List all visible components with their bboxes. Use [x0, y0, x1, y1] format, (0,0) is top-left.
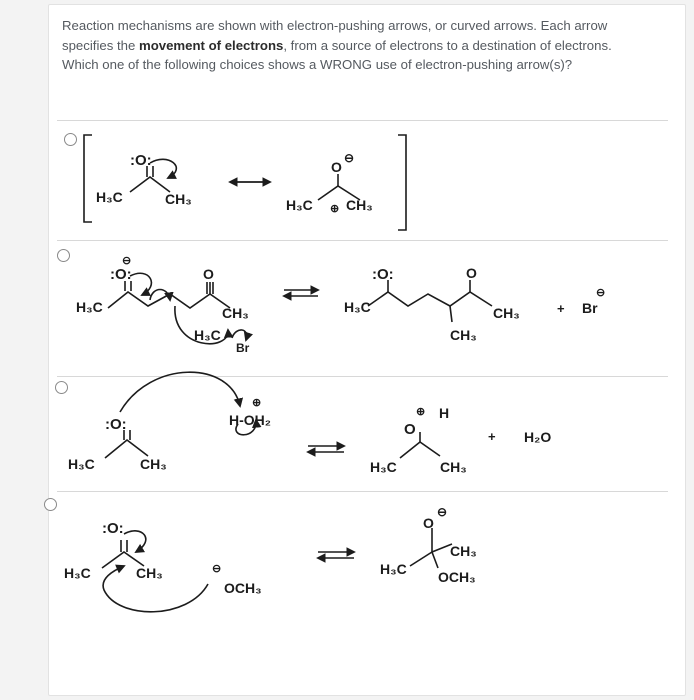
- lone-pair-oxygen: :O:: [102, 520, 124, 537]
- oxygen-label: O: [331, 159, 342, 175]
- negative-charge: ⊖: [437, 505, 448, 519]
- negative-charge: ⊖: [212, 563, 222, 575]
- question-text-start: Reaction mechanisms are shown with electron-pushing arrows, or curved arrows. Each arrow specifies the: [62, 18, 608, 53]
- plus-sign: +: [488, 429, 496, 444]
- option-b[interactable]: [57, 241, 668, 375]
- positive-charge: ⊕: [416, 406, 426, 418]
- plus-sign: +: [557, 301, 565, 316]
- option-c[interactable]: [57, 377, 668, 490]
- question-text-end: , from a source of electrons to a destination of electrons. Which one of the following choices shows a WRONG use of electron-pushing arrow(s)?: [62, 37, 612, 72]
- lone-pair-oxygen: :O:: [130, 152, 152, 169]
- option-c-radio[interactable]: [55, 381, 68, 394]
- methyl-label: CH₃: [140, 456, 167, 472]
- oxygen-label: O: [203, 266, 214, 282]
- question-text: [62, 16, 642, 75]
- positive-charge: ⊕: [252, 397, 262, 409]
- lone-pair-oxygen: :O:: [110, 266, 132, 283]
- lone-pair-oxygen: O: [404, 421, 416, 438]
- methyl-label: CH₃: [222, 305, 249, 321]
- methyl-label: H₃C: [286, 197, 313, 213]
- negative-charge: ⊖: [344, 151, 355, 165]
- methyl-label: CH₃: [450, 543, 477, 559]
- methyl-label: H₃C: [380, 561, 407, 577]
- bromide-label: Br: [582, 300, 598, 316]
- methyl-label: H₃C: [76, 299, 103, 315]
- hydrogen-label: H: [439, 405, 450, 421]
- methyl-label: CH₃: [450, 327, 477, 343]
- lone-pair-oxygen: :O:: [372, 266, 394, 283]
- question-emphasis: movement of electrons: [138, 37, 284, 53]
- methyl-label: H₃C: [194, 327, 221, 343]
- methyl-label: CH₃: [493, 305, 520, 321]
- methyl-label: H₃C: [96, 189, 123, 205]
- methyl-label: H₃C: [64, 565, 91, 581]
- methoxy-label: OCH₃: [438, 569, 476, 585]
- oxygen-label: O: [466, 265, 477, 281]
- option-d[interactable]: [57, 492, 668, 682]
- methyl-label: CH₃: [165, 191, 192, 207]
- methyl-label: CH₃: [346, 197, 373, 213]
- lone-pair-oxygen: :O:: [105, 416, 127, 433]
- methyl-label: H₃C: [68, 456, 95, 472]
- methyl-label: CH₃: [136, 565, 163, 581]
- methyl-label: H₃C: [370, 459, 397, 475]
- option-b-radio[interactable]: [57, 249, 70, 262]
- water-label: H₂O: [524, 429, 552, 445]
- methyl-label: H₃C: [344, 299, 371, 315]
- negative-charge: ⊖: [596, 287, 606, 299]
- methyl-label: CH₃: [440, 459, 467, 475]
- positive-charge: ⊕: [330, 203, 340, 215]
- bromine-label: Br: [236, 341, 250, 355]
- oxygen-label: O: [423, 515, 434, 531]
- methoxide-label: OCH₃: [224, 580, 262, 596]
- option-d-radio[interactable]: [44, 498, 57, 511]
- option-a[interactable]: [57, 121, 668, 239]
- negative-charge: ⊖: [122, 255, 132, 267]
- option-a-radio[interactable]: [64, 133, 77, 146]
- water-hydronium-label: H-OH₂: [229, 412, 271, 428]
